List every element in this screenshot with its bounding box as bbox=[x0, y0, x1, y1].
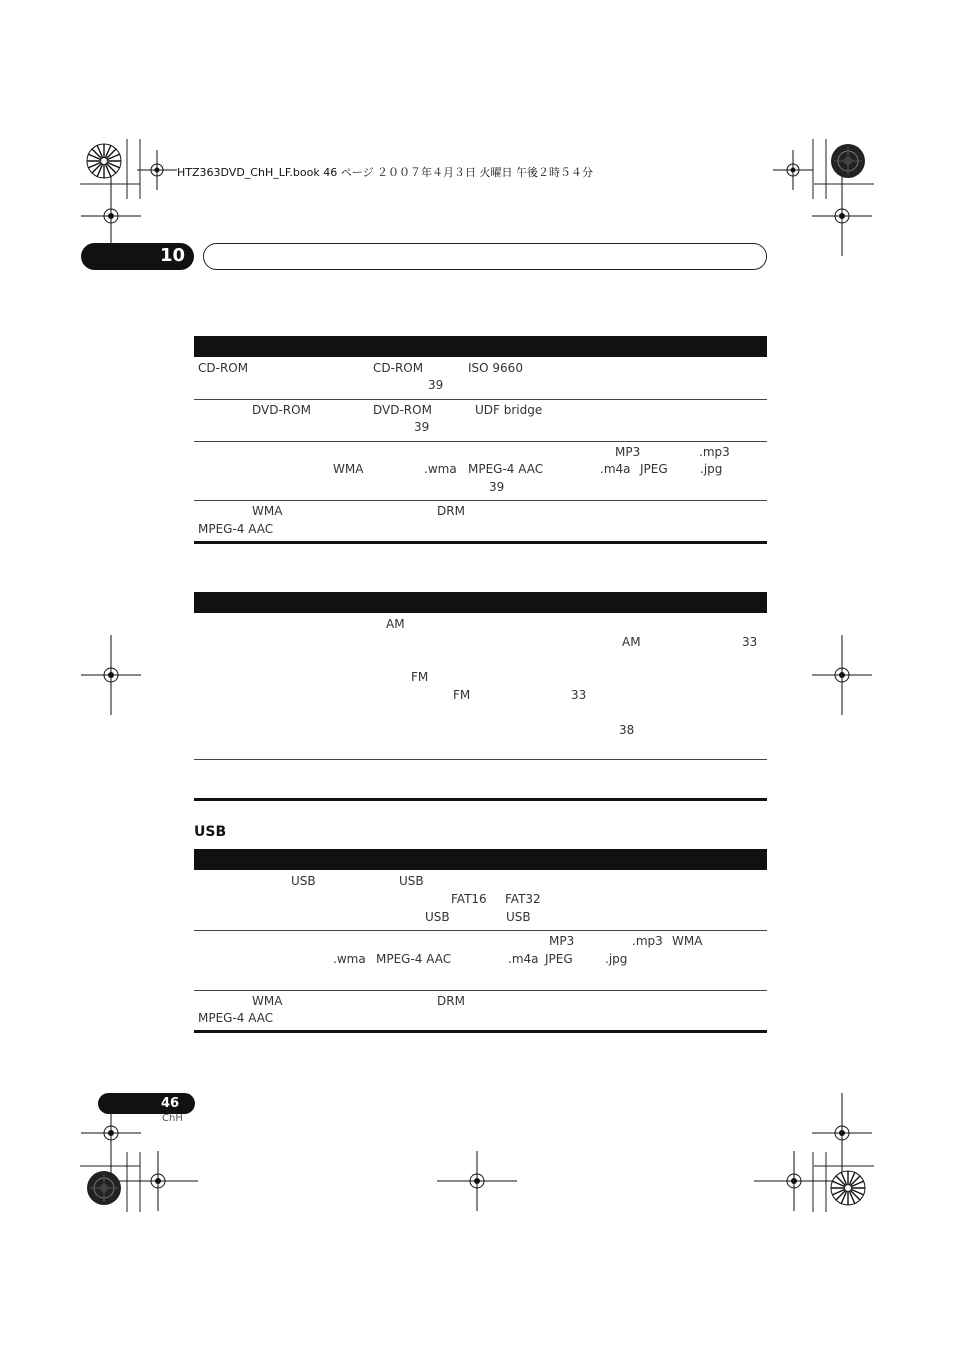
table-bottom-rule bbox=[194, 541, 767, 544]
row-divider bbox=[194, 500, 767, 501]
table-cell: USB bbox=[425, 910, 450, 924]
table-cell: USB bbox=[399, 874, 424, 888]
table-cell: FAT16 bbox=[451, 892, 487, 906]
table-cell: ISO 9660 bbox=[468, 361, 523, 375]
table-cell: FAT32 bbox=[505, 892, 541, 906]
table-cell: USB bbox=[506, 910, 531, 924]
usb-table-header bbox=[194, 849, 767, 870]
table-cell: MP3 bbox=[615, 445, 641, 459]
book-info-slug: HTZ363DVD_ChH_LF.book 46 ページ ２００７年４月３日 火曜日 午後２時５４分 bbox=[177, 166, 593, 179]
table-cell: DVD-ROM bbox=[373, 403, 432, 417]
starburst-target-icon bbox=[86, 143, 122, 179]
table-cell: AM bbox=[622, 635, 641, 649]
chapter-number: 10 bbox=[160, 245, 186, 266]
row-divider bbox=[194, 990, 767, 991]
table-cell: MPEG-4 AAC bbox=[198, 1011, 274, 1025]
registration-target-icon bbox=[118, 1151, 198, 1211]
row-divider bbox=[194, 930, 767, 931]
registration-target-icon bbox=[812, 176, 872, 256]
starburst-target-icon bbox=[86, 1170, 122, 1206]
table-cell: MPEG-4 AAC bbox=[376, 952, 452, 966]
registration-target-icon bbox=[137, 150, 177, 190]
row-divider bbox=[194, 399, 767, 400]
table-bottom-rule bbox=[194, 1030, 767, 1033]
page-number: 46 bbox=[161, 1096, 180, 1111]
page-number-tab bbox=[98, 1093, 195, 1114]
page-ref: 33 bbox=[742, 635, 758, 649]
table-cell: MPEG-4 AAC bbox=[468, 462, 544, 476]
page-ref: 33 bbox=[571, 688, 587, 702]
table-cell: WMA bbox=[333, 462, 364, 476]
disc-table-header bbox=[194, 336, 767, 357]
table-cell: .mp3 bbox=[699, 445, 730, 459]
table-cell: WMA bbox=[252, 994, 283, 1008]
table-cell: JPEG bbox=[640, 462, 668, 476]
table-cell: .m4a bbox=[508, 952, 539, 966]
table-cell: JPEG bbox=[545, 952, 573, 966]
tuner-table-header bbox=[194, 592, 767, 613]
registration-target-icon bbox=[812, 635, 872, 715]
chapter-title-box bbox=[203, 243, 767, 270]
table-cell: .m4a bbox=[600, 462, 631, 476]
table-bottom-rule bbox=[194, 798, 767, 801]
table-cell: DRM bbox=[437, 504, 465, 518]
page-ref: 39 bbox=[489, 480, 505, 494]
table-cell: CD-ROM bbox=[373, 361, 424, 375]
table-cell: MP3 bbox=[549, 934, 575, 948]
table-cell: USB bbox=[291, 874, 316, 888]
registration-target-icon bbox=[754, 1151, 834, 1211]
table-cell: .jpg bbox=[700, 462, 723, 476]
starburst-target-icon bbox=[830, 1170, 866, 1206]
table-cell: UDF bridge bbox=[475, 403, 543, 417]
table-cell: .jpg bbox=[605, 952, 628, 966]
table-cell: WMA bbox=[672, 934, 703, 948]
table-cell: AM bbox=[386, 617, 405, 631]
table-cell: WMA bbox=[252, 504, 283, 518]
table-cell: .wma bbox=[333, 952, 366, 966]
page-ref: 39 bbox=[428, 378, 444, 392]
registration-target-icon bbox=[81, 635, 141, 715]
table-cell: DRM bbox=[437, 994, 465, 1008]
registration-target-icon bbox=[773, 150, 813, 190]
table-cell: .mp3 bbox=[632, 934, 663, 948]
registration-target-icon bbox=[437, 1151, 517, 1211]
row-divider bbox=[194, 759, 767, 760]
table-cell: MPEG-4 AAC bbox=[198, 522, 274, 536]
starburst-target-icon bbox=[830, 143, 866, 179]
table-cell: FM bbox=[453, 688, 471, 702]
page-ref: 38 bbox=[619, 723, 635, 737]
table-cell: DVD-ROM bbox=[252, 403, 311, 417]
table-cell: FM bbox=[411, 670, 429, 684]
table-cell: .wma bbox=[424, 462, 457, 476]
table-cell: CD-ROM bbox=[198, 361, 249, 375]
language-code: ChH bbox=[162, 1113, 183, 1124]
row-divider bbox=[194, 441, 767, 442]
page-ref: 39 bbox=[414, 420, 430, 434]
section-heading: USB bbox=[194, 824, 227, 840]
